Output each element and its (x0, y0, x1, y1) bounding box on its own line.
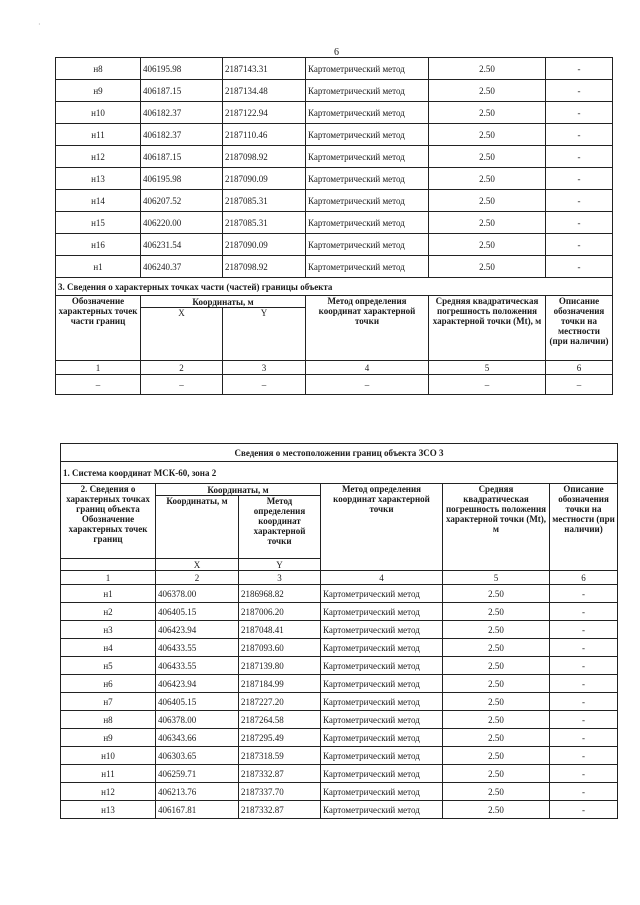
column-number: 1 (61, 571, 156, 585)
mt-cell: 2.50 (429, 58, 546, 80)
zso3-boundary-table (60, 443, 618, 819)
mt-cell: 2.50 (443, 639, 550, 657)
zso-header-coords: Координаты, м (156, 484, 321, 496)
coord-y: 2187295.49 (239, 729, 321, 747)
desc-cell: - (550, 675, 618, 693)
mt-cell: 2.50 (429, 190, 546, 212)
mt-cell: 2.50 (429, 146, 546, 168)
page-number: 6 (334, 47, 339, 58)
mt-cell: 2.50 (429, 212, 546, 234)
mt-cell: 2.50 (429, 256, 546, 278)
column-number: 6 (550, 571, 618, 585)
method-cell: Картометрический метод (321, 801, 443, 819)
zso-header-x: X (156, 559, 239, 571)
table-row (61, 783, 618, 801)
coord-y: 2187332.87 (239, 765, 321, 783)
mt-cell: 2.50 (443, 621, 550, 639)
coord-y: 2187318.59 (239, 747, 321, 765)
zso-header-mt: Средняя квадратическая погрешность положения характерной точки (Mt), м (443, 484, 550, 571)
table-row (56, 80, 613, 102)
coord-y: 2187090.09 (223, 234, 306, 256)
mt-cell: 2.50 (443, 657, 550, 675)
section3-header-method: Метод определения координат характерной точки (306, 296, 429, 361)
column-number: 3 (223, 361, 306, 375)
zso-subheader-method: Метод определения координат характерной точки (239, 496, 321, 559)
method-cell: Картометрический метод (321, 585, 443, 603)
empty-cell: – (141, 375, 223, 395)
section3-number-row (56, 361, 613, 375)
point-label: н9 (56, 80, 141, 102)
mt-cell: 2.50 (443, 765, 550, 783)
desc-cell: - (550, 693, 618, 711)
point-label: н13 (61, 801, 156, 819)
zso-subheader-coords: Координаты, м (156, 496, 239, 559)
point-label: н2 (61, 603, 156, 621)
coord-y: 2187090.09 (223, 168, 306, 190)
method-cell: Картометрический метод (321, 783, 443, 801)
column-number: 2 (156, 571, 239, 585)
section3-header-coords: Координаты, м (141, 296, 306, 308)
table-row (61, 621, 618, 639)
method-cell: Картометрический метод (306, 102, 429, 124)
mt-cell: 2.50 (429, 234, 546, 256)
zso-header-blank (61, 559, 156, 571)
point-label: н3 (61, 621, 156, 639)
mt-cell: 2.50 (429, 124, 546, 146)
empty-cell: – (56, 375, 141, 395)
section3-header-point: Обозначение характерных точек части границ (56, 296, 141, 361)
coord-x: 406231.54 (141, 234, 223, 256)
table-row (56, 58, 613, 80)
coord-x: 406195.98 (141, 168, 223, 190)
empty-cell: – (429, 375, 546, 395)
method-cell: Картометрический метод (306, 234, 429, 256)
table-row (56, 146, 613, 168)
coordinate-system: 1. Система координат МСК-60, зона 2 (61, 462, 618, 484)
table-row (56, 190, 613, 212)
zso-header-y: Y (239, 559, 321, 571)
coord-y: 2187048.41 (239, 621, 321, 639)
table-row (56, 168, 613, 190)
coord-y: 2187098.92 (223, 256, 306, 278)
coord-y: 2187134.48 (223, 80, 306, 102)
mt-cell: 2.50 (443, 675, 550, 693)
zso-number-row (61, 571, 618, 585)
section3-empty-row (56, 375, 613, 395)
zso-header-method: Метод определения координат характерной точки (321, 484, 443, 571)
coord-y: 2187093.60 (239, 639, 321, 657)
desc-cell: - (546, 146, 613, 168)
method-cell: Картометрический метод (306, 168, 429, 190)
section3-title: 3. Сведения о характерных точках части (частей) границы объекта (56, 278, 613, 296)
table-row (56, 234, 613, 256)
coord-x: 406187.15 (141, 80, 223, 102)
point-label: н14 (56, 190, 141, 212)
mt-cell: 2.50 (443, 729, 550, 747)
desc-cell: - (550, 621, 618, 639)
coord-y: 2187184.99 (239, 675, 321, 693)
section3-header-desc: Описание обозначения точки на местности (при наличии) (546, 296, 613, 361)
coord-y: 2187098.92 (223, 146, 306, 168)
table-row (61, 585, 618, 603)
coord-x: 406213.76 (156, 783, 239, 801)
desc-cell: - (546, 124, 613, 146)
coord-y: 2187332.87 (239, 801, 321, 819)
coord-x: 406378.00 (156, 585, 239, 603)
coord-y: 2187085.31 (223, 212, 306, 234)
desc-cell: - (550, 711, 618, 729)
coord-x: 406303.65 (156, 747, 239, 765)
mt-cell: 2.50 (443, 711, 550, 729)
method-cell: Картометрический метод (306, 212, 429, 234)
desc-cell: - (550, 765, 618, 783)
column-number: 4 (306, 361, 429, 375)
point-label: н7 (61, 693, 156, 711)
coord-y: 2187337.70 (239, 783, 321, 801)
desc-cell: - (546, 234, 613, 256)
method-cell: Картометрический метод (321, 711, 443, 729)
coord-x: 406182.37 (141, 102, 223, 124)
desc-cell: - (550, 657, 618, 675)
coord-x: 406378.00 (156, 711, 239, 729)
column-number: 4 (321, 571, 443, 585)
desc-cell: - (550, 783, 618, 801)
method-cell: Картометрический метод (321, 765, 443, 783)
point-label: н10 (56, 102, 141, 124)
empty-cell: – (223, 375, 306, 395)
method-cell: Картометрический метод (321, 639, 443, 657)
coord-y: 2187264.58 (239, 711, 321, 729)
column-number: 3 (239, 571, 321, 585)
column-number: 5 (429, 361, 546, 375)
column-number: 1 (56, 361, 141, 375)
point-label: н11 (56, 124, 141, 146)
coord-x: 406182.37 (141, 124, 223, 146)
mt-cell: 2.50 (443, 585, 550, 603)
column-number: 5 (443, 571, 550, 585)
table-row (61, 765, 618, 783)
coord-y: 2187085.31 (223, 190, 306, 212)
table-row (61, 729, 618, 747)
method-cell: Картометрический метод (321, 729, 443, 747)
table-row (56, 212, 613, 234)
mt-cell: 2.50 (429, 168, 546, 190)
desc-cell: - (550, 801, 618, 819)
table-row (61, 747, 618, 765)
desc-cell: - (550, 639, 618, 657)
point-label: н8 (61, 711, 156, 729)
point-label: н11 (61, 765, 156, 783)
table-row (61, 657, 618, 675)
table-row (56, 102, 613, 124)
zso-header-point: 2. Сведения о характерных точках границ объекта Обозначение характерных точек границ (61, 484, 156, 559)
desc-cell: - (546, 80, 613, 102)
method-cell: Картометрический метод (306, 146, 429, 168)
point-label: н10 (61, 747, 156, 765)
table-row (61, 693, 618, 711)
coord-x: 406167.81 (156, 801, 239, 819)
coord-x: 406240.37 (141, 256, 223, 278)
coord-x: 406405.15 (156, 603, 239, 621)
method-cell: Картометрический метод (321, 747, 443, 765)
zso-header-desc: Описание обозначения точки на местности (при наличии) (550, 484, 618, 571)
desc-cell: - (546, 256, 613, 278)
section3-header-x: X (141, 308, 223, 361)
method-cell: Картометрический метод (321, 657, 443, 675)
table-row (61, 801, 618, 819)
method-cell: Картометрический метод (306, 190, 429, 212)
column-number: 6 (546, 361, 613, 375)
point-label: н15 (56, 212, 141, 234)
desc-cell: - (546, 212, 613, 234)
point-label: н12 (61, 783, 156, 801)
coord-y: 2187143.31 (223, 58, 306, 80)
point-label: н1 (61, 585, 156, 603)
coord-x: 406259.71 (156, 765, 239, 783)
desc-cell: - (550, 603, 618, 621)
mt-cell: 2.50 (443, 801, 550, 819)
column-number: 2 (141, 361, 223, 375)
point-label: н6 (61, 675, 156, 693)
method-cell: Картометрический метод (321, 693, 443, 711)
desc-cell: - (550, 729, 618, 747)
point-label: н13 (56, 168, 141, 190)
point-label: н9 (61, 729, 156, 747)
coord-x: 406423.94 (156, 621, 239, 639)
scan-mark: · (38, 20, 41, 29)
coord-x: 406423.94 (156, 675, 239, 693)
coord-y: 2187139.80 (239, 657, 321, 675)
table-row (61, 639, 618, 657)
empty-cell: – (546, 375, 613, 395)
coord-x: 406195.98 (141, 58, 223, 80)
table-row (61, 675, 618, 693)
mt-cell: 2.50 (429, 80, 546, 102)
point-label: н12 (56, 146, 141, 168)
desc-cell: - (550, 747, 618, 765)
table-row (56, 256, 613, 278)
coord-x: 406207.52 (141, 190, 223, 212)
desc-cell: - (546, 168, 613, 190)
section3-header-y: Y (223, 308, 306, 361)
coord-y: 2187122.94 (223, 102, 306, 124)
desc-cell: - (546, 58, 613, 80)
point-label: н4 (61, 639, 156, 657)
coord-x: 406343.66 (156, 729, 239, 747)
method-cell: Картометрический метод (321, 603, 443, 621)
coordinates-table-continued (55, 57, 613, 395)
coord-y: 2186968.82 (239, 585, 321, 603)
mt-cell: 2.50 (443, 693, 550, 711)
point-label: н1 (56, 256, 141, 278)
empty-cell: – (306, 375, 429, 395)
mt-cell: 2.50 (443, 747, 550, 765)
mt-cell: 2.50 (443, 783, 550, 801)
zso-title: Сведения о местоположении границ объекта ЗСО 3 (61, 444, 618, 462)
coord-x: 406405.15 (156, 693, 239, 711)
method-cell: Картометрический метод (306, 80, 429, 102)
method-cell: Картометрический метод (321, 675, 443, 693)
table-row (61, 711, 618, 729)
point-label: н8 (56, 58, 141, 80)
method-cell: Картометрический метод (321, 621, 443, 639)
coord-y: 2187110.46 (223, 124, 306, 146)
method-cell: Картометрический метод (306, 256, 429, 278)
section3-header-mt: Средняя квадратическая погрешность положения характерной точки (Mt), м (429, 296, 546, 361)
method-cell: Картометрический метод (306, 124, 429, 146)
mt-cell: 2.50 (429, 102, 546, 124)
point-label: н5 (61, 657, 156, 675)
mt-cell: 2.50 (443, 603, 550, 621)
desc-cell: - (546, 102, 613, 124)
method-cell: Картометрический метод (306, 58, 429, 80)
table-row (56, 124, 613, 146)
coord-x: 406187.15 (141, 146, 223, 168)
coord-x: 406220.00 (141, 212, 223, 234)
coord-y: 2187227.20 (239, 693, 321, 711)
coord-x: 406433.55 (156, 639, 239, 657)
point-label: н16 (56, 234, 141, 256)
coord-x: 406433.55 (156, 657, 239, 675)
coord-y: 2187006.20 (239, 603, 321, 621)
desc-cell: - (546, 190, 613, 212)
table-row (61, 603, 618, 621)
desc-cell: - (550, 585, 618, 603)
